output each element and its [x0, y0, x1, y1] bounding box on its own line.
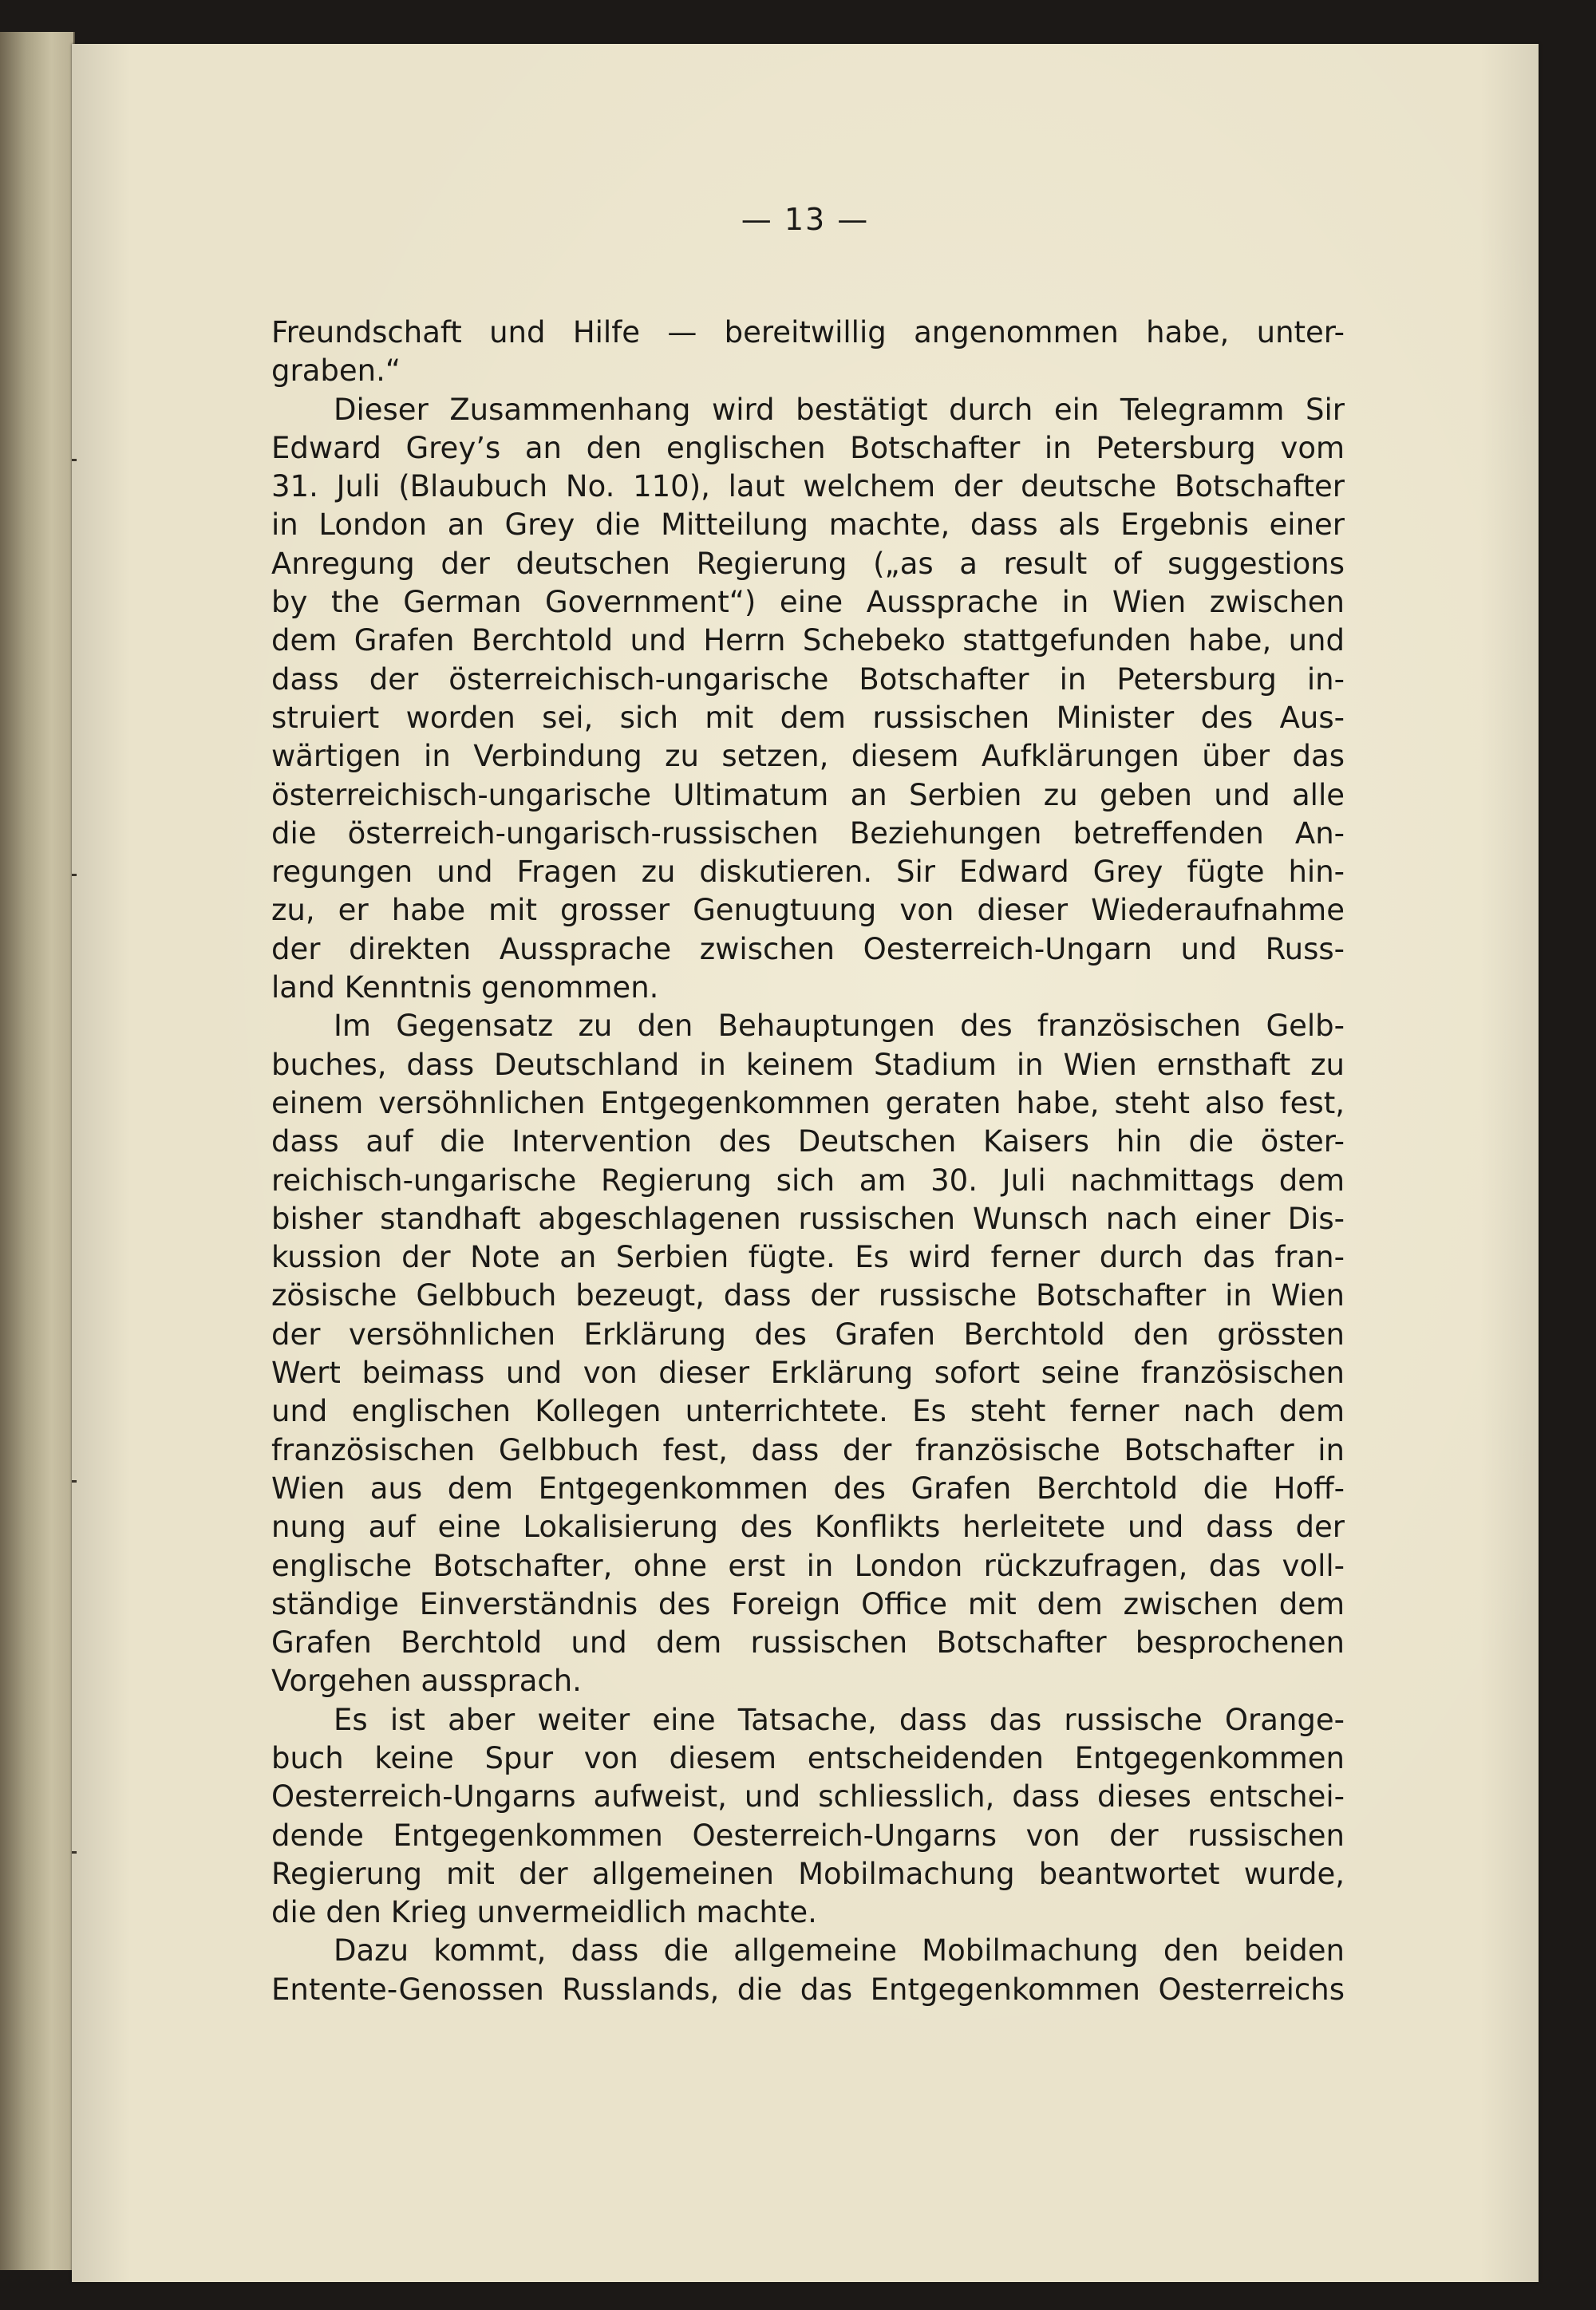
- text-line: Edward Grey’s an den englischen Botschafter in Petersburg vom: [271, 430, 1345, 465]
- text-line: buch keine Spur von diesem entscheidenden Entgegenkommen: [271, 1740, 1345, 1775]
- body-text: [271, 314, 1345, 2009]
- text-line: Anregung der deutschen Regierung („as a result of suggestions: [271, 546, 1345, 581]
- text-line: zu, er habe mit grosser Genugtuung von dieser Wiederaufnahme: [271, 893, 1345, 928]
- text-line: dem Grafen Berchtold und Herrn Schebeko stattgefunden habe, und: [271, 623, 1345, 658]
- text-line: Regierung mit der allgemeinen Mobilmachung beantwortet wurde,: [271, 1856, 1345, 1891]
- text-line: bisher standhaft abgeschlagenen russischen Wunsch nach einer Dis-: [271, 1201, 1345, 1236]
- margin-mark: [72, 1480, 77, 1483]
- margin-mark: [72, 459, 77, 461]
- text-line: Es ist aber weiter eine Tatsache, dass das russische Orange-: [334, 1702, 1345, 1737]
- margin-mark: [72, 874, 77, 876]
- text-line: die den Krieg unvermeidlich machte.: [271, 1895, 817, 1930]
- text-line: Im Gegensatz zu den Behauptungen des französischen Gelb-: [334, 1009, 1345, 1044]
- text-line: dende Entgegenkommen Oesterreich-Ungarns von der russischen: [271, 1818, 1345, 1853]
- text-line: Freundschaft und Hilfe — bereitwillig angenommen habe, unter-: [271, 315, 1345, 349]
- text-line: Oesterreich-Ungarns aufweist, und schliesslich, dass dieses entschei-: [271, 1779, 1345, 1814]
- text-line: regungen und Fragen zu diskutieren. Sir Edward Grey fügte hin-: [271, 855, 1345, 890]
- text-line: Grafen Berchtold und dem russischen Botschafter besprochenen: [271, 1625, 1345, 1660]
- text-line: Vorgehen aussprach.: [271, 1664, 582, 1699]
- text-line: dass auf die Intervention des Deutschen Kaisers hin die öster-: [271, 1124, 1345, 1159]
- text-line: österreichisch-ungarische Ultimatum an Serbien zu geben und alle: [271, 777, 1345, 812]
- text-line: französischen Gelbbuch fest, dass der französische Botschafter in: [271, 1432, 1345, 1467]
- text-line: kussion der Note an Serbien fügte. Es wird ferner durch das fran-: [271, 1240, 1345, 1275]
- text-line: der direkten Aussprache zwischen Oesterreich-Ungarn und Russ-: [271, 931, 1345, 966]
- text-line: graben.“: [271, 353, 401, 389]
- page-number: — 13 —: [741, 202, 870, 237]
- text-line: wärtigen in Verbindung zu setzen, diesem Aufklärungen über das: [271, 739, 1345, 774]
- text-line: dass der österreichisch-ungarische Botschafter in Petersburg in-: [271, 661, 1345, 697]
- text-line: nung auf eine Lokalisierung des Konflikts herleitete und dass der: [271, 1510, 1345, 1545]
- text-line: Dieser Zusammenhang wird bestätigt durch ein Telegramm Sir: [334, 392, 1345, 427]
- text-line: einem versöhnlichen Entgegenkommen geraten habe, steht also fest,: [271, 1085, 1345, 1120]
- text-line: Dazu kommt, dass die allgemeine Mobilmachung den beiden: [334, 1933, 1345, 1968]
- margin-mark: [72, 1851, 77, 1854]
- text-line: Entente-Genossen Russlands, die das Entgegenkommen Oesterreichs: [271, 1972, 1345, 2007]
- text-line: in London an Grey die Mitteilung machte, dass als Ergebnis einer: [271, 507, 1345, 543]
- text-line: reichisch-ungarische Regierung sich am 30. Juli nachmittags dem: [271, 1163, 1345, 1198]
- text-line: buches, dass Deutschland in keinem Stadium in Wien ernsthaft zu: [271, 1047, 1345, 1082]
- text-line: land Kenntnis genommen.: [271, 970, 659, 1005]
- text-line: englische Botschafter, ohne erst in London rückzufragen, das voll-: [271, 1548, 1345, 1583]
- text-line: struiert worden sei, sich mit dem russischen Minister des Aus-: [271, 700, 1345, 735]
- text-line: by the German Government“) eine Aussprache in Wien zwischen: [271, 585, 1345, 620]
- text-line: 31. Juli (Blaubuch No. 110), laut welchem der deutsche Botschafter: [271, 469, 1345, 504]
- text-line: zösische Gelbbuch bezeugt, dass der russische Botschafter in Wien: [271, 1278, 1345, 1313]
- text-line: Wert beimass und von dieser Erklärung sofort seine französischen: [271, 1356, 1345, 1391]
- text-line: und englischen Kollegen unterrichtete. Es steht ferner nach dem: [271, 1394, 1345, 1429]
- text-line: die österreich-ungarisch-russischen Beziehungen betreffenden An-: [271, 815, 1345, 851]
- book-page: [72, 44, 1539, 2282]
- text-line: der versöhnlichen Erklärung des Grafen Berchtold den grössten: [271, 1317, 1345, 1352]
- left-page-edges: [0, 32, 75, 2270]
- text-line: ständige Einverständnis des Foreign Office mit dem zwischen dem: [271, 1586, 1345, 1621]
- text-line: Wien aus dem Entgegenkommen des Grafen Berchtold die Hoff-: [271, 1471, 1345, 1506]
